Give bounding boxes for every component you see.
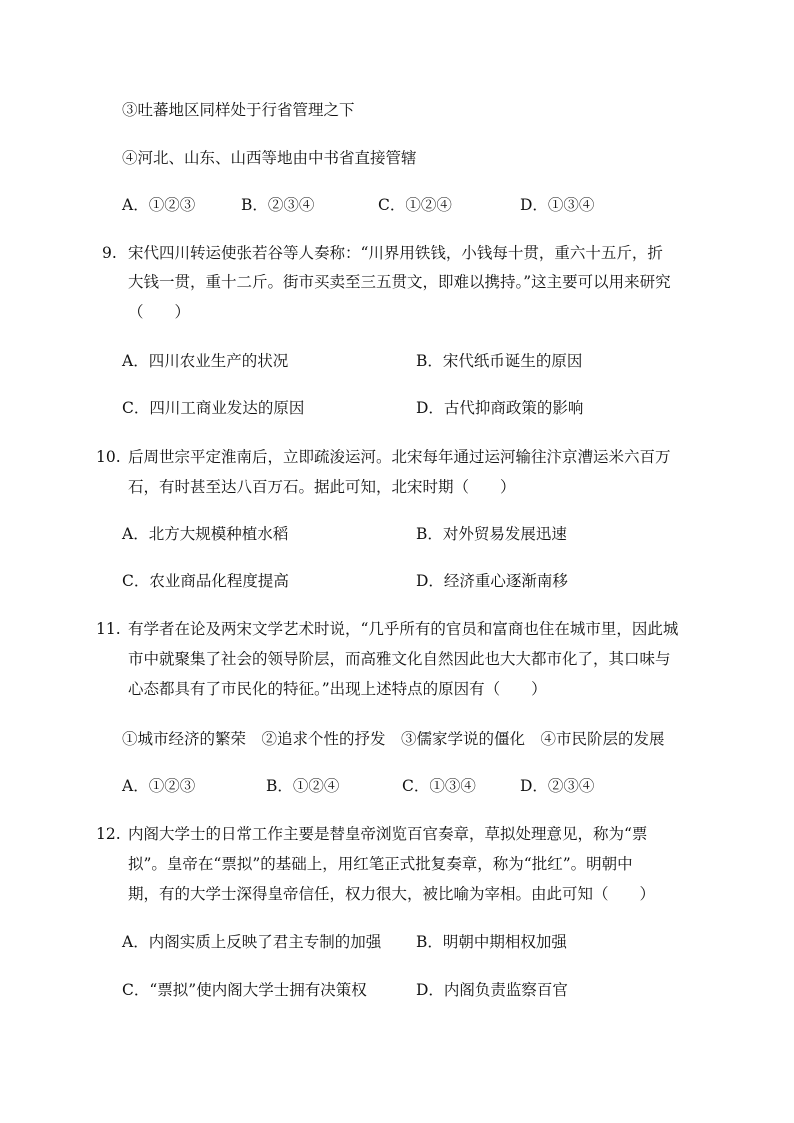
q10-stem-line-1: 后周世宗平定淮南后，立即疏浚运河。北宋每年通过运河输往汴京漕运米六百万 <box>128 448 671 466</box>
q11-option-b: B．①②④ <box>266 777 340 795</box>
q12-option-c: C．“票拟”使内阁大学士拥有决策权 <box>122 981 367 999</box>
q9-option-b: B．宋代纸币诞生的原因 <box>416 352 583 370</box>
q10-option-b: B．对外贸易发展迅速 <box>416 525 567 543</box>
q11-number: 11. <box>96 620 121 638</box>
q11-option-c: C．①③④ <box>402 777 476 795</box>
q11-statements: ①城市经济的繁荣 ②追求个性的抒发 ③儒家学说的僵化 ④市民阶层的发展 <box>122 730 665 748</box>
q12-option-b: B．明朝中期相权加强 <box>416 933 567 951</box>
q10-option-c: C．农业商品化程度提高 <box>122 572 289 590</box>
q9-stem-line-2: 大钱一贯，重十二斤。街市买卖至三五贯文，即难以携持。”这主要可以用来研究 <box>128 273 671 291</box>
q10-option-d: D．经济重心逐渐南移 <box>416 572 568 590</box>
q12-stem-line-1: 内阁大学士的日常工作主要是替皇帝浏览百官奏章，草拟处理意见，称为“票 <box>128 825 648 843</box>
q9-stem-line-1: 宋代四川转运使张若谷等人奏称：“川界用铁钱，小钱每十贯，重六十五斤，折 <box>128 244 663 262</box>
q9-number: 9. <box>102 244 117 262</box>
q11-stem-line-3: 心态都具有了市民化的特征。”出现上述特点的原因有（ ） <box>128 680 547 698</box>
q11-stem-line-2: 市中就聚集了社会的领导阶层，而高雅文化自然因此也大大都市化了，其口味与 <box>128 650 671 668</box>
q9-option-c: C．四川工商业发达的原因 <box>122 399 305 417</box>
q8-statement-3: ③吐蕃地区同样处于行省管理之下 <box>122 101 355 119</box>
q10-option-a: A．北方大规模种植水稻 <box>122 525 289 543</box>
q12-number: 12. <box>96 825 121 843</box>
q10-number: 10. <box>96 448 121 466</box>
q11-option-d: D．②③④ <box>520 777 595 795</box>
q8-option-c: C．①②④ <box>378 196 452 214</box>
q8-option-b: B．②③④ <box>241 196 315 214</box>
q9-option-a: A．四川农业生产的状况 <box>122 352 289 370</box>
q8-statement-4: ④河北、山东、山西等地由中书省直接管辖 <box>122 149 417 167</box>
q12-stem-line-3: 期，有的大学士深得皇帝信任，权力很大，被比喻为宰相。由此可知（ ） <box>128 885 656 903</box>
q9-option-d: D．古代抑商政策的影响 <box>416 399 584 417</box>
q10-stem-line-2: 石，有时甚至达八百万石。据此可知，北宋时期（ ） <box>128 478 516 496</box>
q12-stem-line-2: 拟”。皇帝在“票拟”的基础上，用红笔正式批复奏章，称为“批红”。明朝中 <box>128 855 633 873</box>
q11-stem-line-1: 有学者在论及两宋文学艺术时说，“几乎所有的官员和富商也住在城市里，因此城 <box>128 620 679 638</box>
q12-option-d: D．内阁负责监察百官 <box>416 981 568 999</box>
q12-option-a: A．内阁实质上反映了君主专制的加强 <box>122 933 382 951</box>
q8-option-a: A．①②③ <box>122 196 196 214</box>
q11-option-a: A．①②③ <box>122 777 196 795</box>
q9-stem-line-3: （ ） <box>128 303 191 321</box>
q8-option-d: D．①③④ <box>520 196 595 214</box>
